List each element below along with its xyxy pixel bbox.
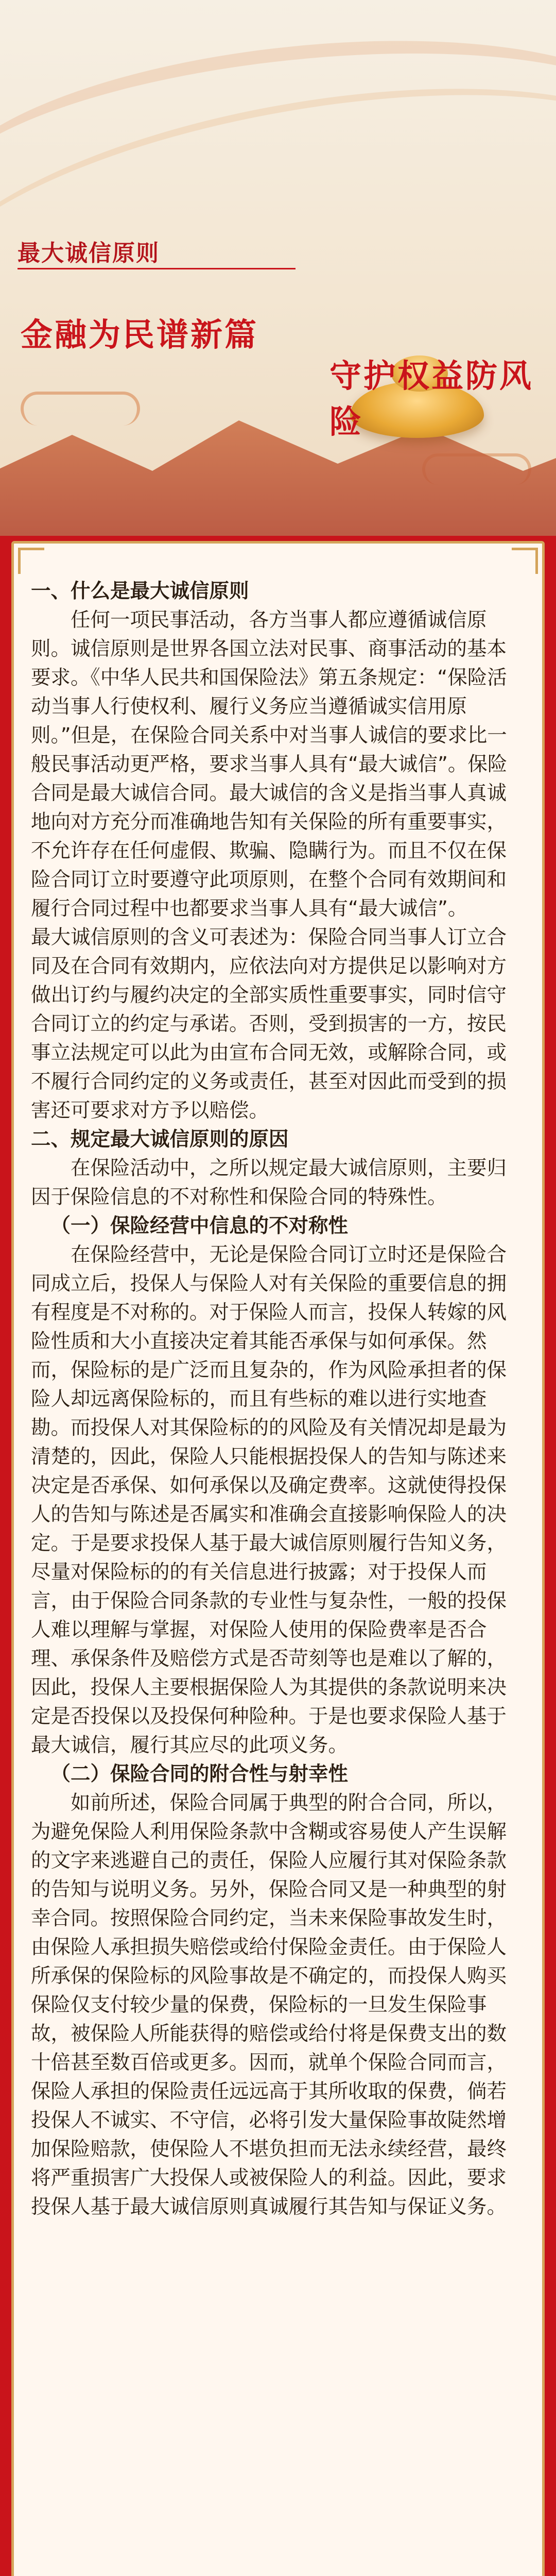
paragraph: 最大诚信原则的含义可表述为：保险合同当事人订立合同及在合同有效期内，应依法向对方提供足以影响对方做出订约与履约决定的全部实质性重要事实，同时信守合同订立的约定与承诺。否则，受到损害的一方，按民事立法规定可以此为由宣布合同无效，或解除合同，或不履行合同约定的义务或责任，甚至对因此而受到的损害还可要求对方予以赔偿。	[31, 926, 507, 1122]
card-corner	[18, 548, 44, 574]
paragraph: 任何一项民事活动，各方当事人都应遵循诚信原则。诚信原则是世界各国立法对民事、商事活动的基本要求。《中华人民共和国保险法》第五条规定：“保险活动当事人行使权利、履行义务应当遵循诚实信用原则。”但是，在保险合同关系中对当事人诚信的要求比一般民事活动更严格，要求当事人具有“最大诚信”。保险合同是最大诚信合同。最大诚信的含义是指当事人真诚地向对方充分而准确地告知有关保险的所有重要事实，不允许存在任何虚假、欺骗、隐瞒行为。而且不仅在保险合同订立时要遵守此项原则，在整个合同有效期间和履行合同过程中也都要求当事人具有“最大诚信”。	[31, 608, 508, 920]
title-divider	[18, 268, 296, 269]
hero-banner	[0, 0, 556, 536]
page-title: 最大诚信原则	[18, 241, 160, 266]
cloud-decor	[21, 392, 140, 426]
paragraph: 在保险经营中，无论是保险合同订立时还是保险合同成立后，投保人与保险人对有关保险的重要信息的拥有程度是不对称的。对于保险人而言，投保人转嫁的风险性质和大小直接决定着其能否承保与如何承保。然而，保险标的是广泛而且复杂的，作为风险承担者的保险人却远离保险标的，而且有些标的难以进行实地查勘。而投保人对其保险标的的风险及有关情况却是最为清楚的，因此，保险人只能根据投保人的告知与陈述来决定是否承保、如何承保以及确定费率。这就使得投保人的告知与陈述是否属实和准确会直接影响保险人的决定。于是要求投保人基于最大诚信原则履行告知义务，尽量对保险标的的有关信息进行披露；对于投保人而言，由于保险合同条款的专业性与复杂性，一般的投保人难以理解与掌握，对保险人使用的保险费率是否合理、承保条件及赔偿方式是否苛刻等也是难以了解的，因此，投保人主要根据保险人为其提供的条款说明来决定是否投保以及投保何种险种。于是也要求保险人基于最大诚信，履行其应尽的此项义务。	[31, 1243, 507, 1757]
article-body	[31, 577, 525, 2222]
slogan-line-2: 守护权益防风险	[329, 359, 534, 440]
paragraph: 如前所述，保险合同属于典型的附合合同，所以，为避免保险人利用保险条款中含糊或容易使人产生误解的文字来逃避自己的责任，保险人应履行其对保险条款的告知与说明义务。另外，保险合同又是一种典型的射幸合同。按照保险合同约定，当未来保险事故发生时，由保险人承担损失赔偿或给付保险金责任。由于保险人所承保的保险标的风险事故是不确定的，而投保人购买保险仅支付较少量的保费，保险标的一旦发生保险事故，被保险人所能获得的赔偿或给付将是保费支出的数十倍甚至数百倍或更多。因而，就单个保险合同而言，保险人承担的保险责任远远高于其所收取的保费，倘若投保人不诚实、不守信，必将引发大量保险事故陡然增加保险赔款，使保险人不堪负担而无法永续经营，最终将严重损害广大投保人或被保险人的利益。因此，要求投保人基于最大诚信原则真诚履行其告知与保证义务。	[31, 1791, 507, 2218]
section-heading: 二、规定最大诚信原则的原因	[31, 1128, 289, 1151]
subsection-heading: （二）保险合同的附合性与射幸性	[50, 1762, 349, 1786]
section-heading: 一、什么是最大诚信原则	[31, 580, 249, 603]
subsection-heading: （一）保险经营中信息的不对称性	[50, 1214, 349, 1238]
paragraph: 在保险活动中，之所以规定最大诚信原则，主要归因于保险信息的不对称性和保险合同的特殊性。	[31, 1157, 507, 1209]
card-corner	[512, 548, 538, 574]
slogan-line-1: 金融为民谱新篇	[21, 317, 259, 353]
